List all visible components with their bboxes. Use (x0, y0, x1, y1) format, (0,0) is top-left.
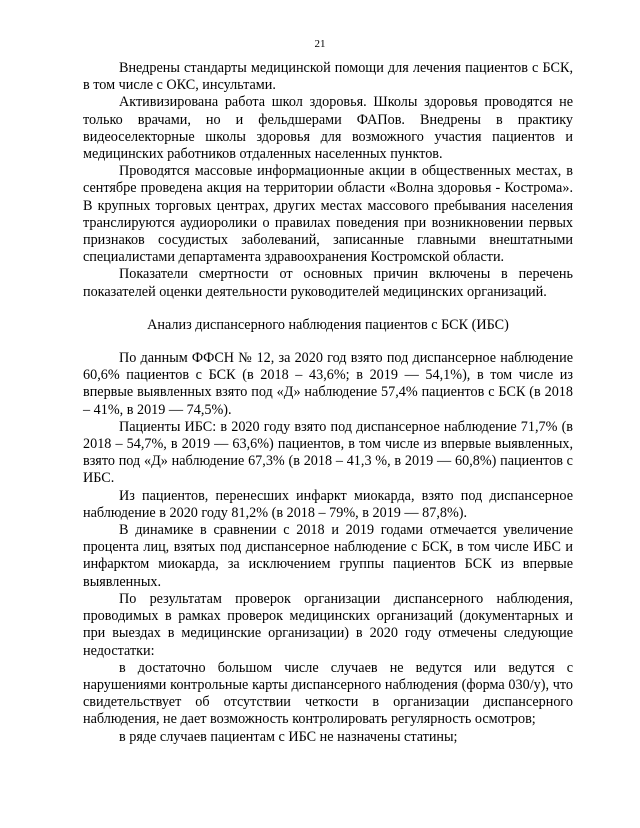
paragraph-dynamics: В динамике в сравнении с 2018 и 2019 годами отмечается увеличение процента лиц, взятых под диспансерное наблюдение с БСК, в том числе ИБС и инфарктом миокарда, за исключением группы пациентов БСК из впервые выявленных. (83, 522, 573, 590)
paragraph-statins: в ряде случаев пациентам с ИБС не назначены статины; (119, 728, 458, 745)
document-body (83, 60, 573, 746)
paragraph-ffsn-data: По данным ФФСН № 12, за 2020 год взято под диспансерное наблюдение 60,6% пациентов с БСК (в 2018 – 43,6%; в 2019 — 54,1%), в том числе из впервые выявленных взято под «Д» наблюдение 57,4% пациентов с БСК (в 2018 – 41%, в 2019 — 74,5%). (83, 350, 573, 418)
paragraph-myocardial-infarction: Из пациентов, перенесших инфаркт миокарда, взято под диспансерное наблюдение в 2020 году 81,2% (в 2018 – 79%, в 2019 — 87,8%). (83, 487, 573, 521)
page-number: 21 (314, 38, 326, 50)
paragraph-inspection-results: По результатам проверок организации диспансерного наблюдения, проводимых в рамках проверок медицинских организаций (документарных и при выездах в медицинские организации) в 2020 году отмечены следующие недостатки: (83, 590, 573, 659)
paragraph-info-campaigns: Проводятся массовые информационные акции в общественных местах, в сентябре проведена акция на территории области «Волна здоровья - Кострома». В крупных торговых центрах, других местах массового пребывания населения транслируются аудиоролики о правилах поведения при возникновении первых признаков сосудистых заболеваний, записанные главными внештатными специалистами департамента здравоохранения Костромской области. (83, 163, 573, 266)
section-heading: Анализ диспансерного наблюдения пациентов с БСК (ИБС) (147, 316, 509, 333)
paragraph-mortality-indicators: Показатели смертности от основных причин включены в перечень показателей оценки деятельности руководителей медицинских организаций. (83, 266, 573, 300)
paragraph-control-cards: в достаточно большом числе случаев не ведутся или ведутся с нарушениями контрольные карты диспансерного наблюдения (форма 030/у), что свидетельствует об отсутствии четкости в организации диспансерного наблюдения, не дает возможность контролировать регулярность осмотров; (83, 659, 573, 728)
paragraph-ibs-patients: Пациенты ИБС: в 2020 году взято под диспансерное наблюдение 71,7% (в 2018 – 54,7%, в 2019 — 63,6%) пациентов, в том числе из впервые выявленных, взято под «Д» наблюдение 67,3% (в 2018 – 41,3 %, в 2019 — 60,8%) пациентов с ИБС. (83, 418, 573, 487)
paragraph-health-schools: Активизирована работа школ здоровья. Школы здоровья проводятся не только врачами, но и фельдшерами ФАПов. Внедрены в практику видеоселекторные школы здоровья для возможного участия пациентов и медицинских работников отдаленных населенных пунктов. (83, 94, 573, 163)
paragraph-standards: Внедрены стандарты медицинской помощи для лечения пациентов с БСК, в том числе с ОКС, инсультами. (83, 60, 573, 94)
